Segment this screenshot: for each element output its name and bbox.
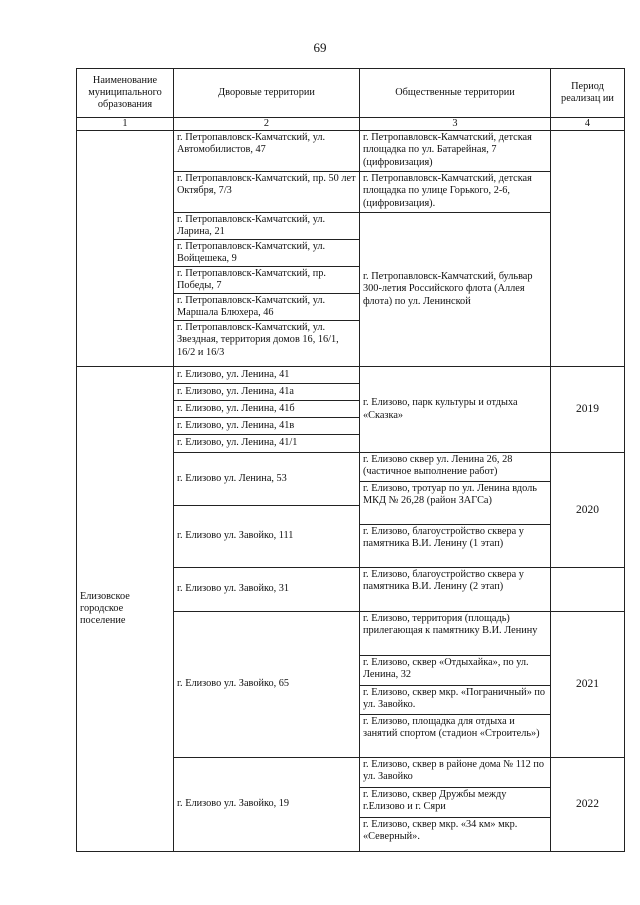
yard-cell: г. Петропавловск-Камчатский, ул. Автомобилистов, 47 <box>173 130 360 172</box>
yard-cell: г. Елизово, ул. Ленина, 41/1 <box>173 434 360 453</box>
period-cell: 2022 <box>550 757 625 852</box>
header-yard: Дворовые территории <box>173 68 360 118</box>
period-cell: 2019 <box>550 366 625 453</box>
yard-cell: г. Петропавловск-Камчатский, ул. Маршала Блюхера, 46 <box>173 293 360 321</box>
public-cell: г. Елизово сквер ул. Ленина 26, 28 (частичное выполнение работ) <box>359 452 551 482</box>
yard-cell: г. Петропавловск-Камчатский, ул. Звездная, территория домов 16, 16/1, 16/2 и 16/3 <box>173 320 360 367</box>
yard-cell: г. Петропавловск-Камчатский, ул. Войцешека, 9 <box>173 239 360 267</box>
public-cell: г. Елизово, благоустройство сквера у памятника В.И. Ленину (2 этап) <box>359 567 551 612</box>
header-public: Общественные территории <box>359 68 551 118</box>
public-cell: г. Елизово, благоустройство сквера у памятника В.И. Ленину (1 этап) <box>359 524 551 568</box>
public-cell: г. Петропавловск-Камчатский, детская площадка по улице Горького, 2-6, (цифровизация). <box>359 171 551 213</box>
public-cell: г. Елизово, сквер «Отдыхайка», по ул. Ленина, 32 <box>359 655 551 686</box>
yard-cell: г. Петропавловск-Камчатский, пр. 50 лет Октября, 7/3 <box>173 171 360 213</box>
period-cell-blank <box>550 130 625 367</box>
yard-cell: г. Елизово, ул. Ленина, 41в <box>173 417 360 435</box>
yard-cell: г. Елизово ул. Ленина, 53 <box>173 452 360 506</box>
yard-cell: г. Елизово ул. Завойко, 19 <box>173 757 360 852</box>
header-num-3: 3 <box>359 117 551 131</box>
yard-cell: г. Елизово ул. Завойко, 111 <box>173 505 360 568</box>
header-num-2: 2 <box>173 117 360 131</box>
municipality-cell: Елизовское городское поселение <box>76 366 174 852</box>
public-cell: г. Елизово, сквер мкр. «34 км» мкр. «Северный». <box>359 817 551 852</box>
public-cell: г. Елизово, территория (площадь) прилегающая к памятнику В.И. Ленину <box>359 611 551 656</box>
yard-cell: г. Елизово ул. Завойко, 65 <box>173 611 360 758</box>
yard-cell: г. Елизово, ул. Ленина, 41а <box>173 383 360 401</box>
public-cell: г. Елизово, сквер Дружбы между г.Елизово и г. Сяри <box>359 787 551 818</box>
public-cell: г. Елизово, парк культуры и отдыха «Сказка» <box>359 366 551 453</box>
municipality-cell-blank <box>76 130 174 367</box>
yard-cell: г. Петропавловск-Камчатский, ул. Ларина, 21 <box>173 212 360 240</box>
page-number: 69 <box>313 40 327 55</box>
yard-cell: г. Петропавловск-Камчатский, пр. Победы, 7 <box>173 266 360 294</box>
header-num-1: 1 <box>76 117 174 131</box>
header-period: Период реализац ии <box>550 68 625 118</box>
public-cell: г. Елизово, тротуар по ул. Ленина вдоль МКД № 26,28 (район ЗАГСа) <box>359 481 551 525</box>
period-cell: 2021 <box>550 611 625 758</box>
yard-cell: г. Елизово, ул. Ленина, 41б <box>173 400 360 418</box>
public-cell: г. Елизово, сквер мкр. «Пограничный» по ул. Завойко. <box>359 685 551 715</box>
header-municipality: Наименование муниципального образования <box>76 68 174 118</box>
yard-cell: г. Елизово, ул. Ленина, 41 <box>173 366 360 384</box>
public-cell: г. Елизово, сквер в районе дома № 112 по ул. Завойко <box>359 757 551 788</box>
public-cell: г. Петропавловск-Камчатский, детская площадка по ул. Батарейная, 7 (цифровизация) <box>359 130 551 172</box>
public-cell: г. Петропавловск-Камчатский, бульвар 300-летия Российского флота (Аллея флота) по ул. Ленинской <box>359 212 551 367</box>
period-cell-blank <box>550 567 625 612</box>
yard-cell: г. Елизово ул. Завойко, 31 <box>173 567 360 612</box>
period-cell: 2020 <box>550 452 625 568</box>
header-num-4: 4 <box>550 117 625 131</box>
public-cell: г. Елизово, площадка для отдыха и занятий спортом (стадион «Строитель») <box>359 714 551 758</box>
